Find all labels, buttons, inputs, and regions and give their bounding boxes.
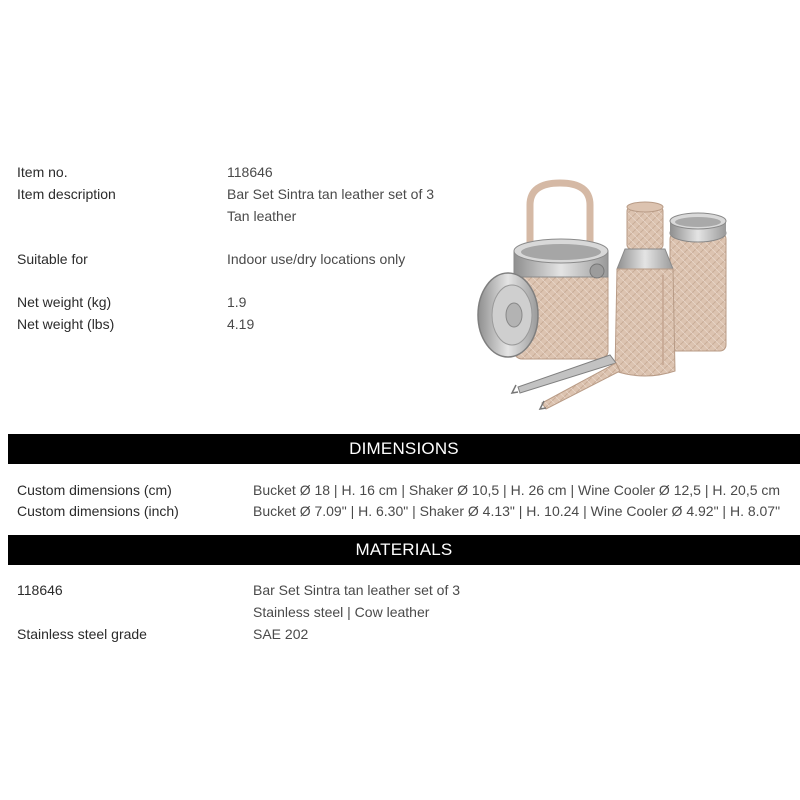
net-weight-lbs-value: 4.19 [227, 316, 255, 332]
item-no-label: Item no. [17, 164, 68, 180]
materials-heading: MATERIALS [8, 535, 800, 565]
net-weight-lbs-label: Net weight (lbs) [17, 316, 115, 332]
cocktail-shaker [615, 202, 675, 376]
net-weight-kg-value: 1.9 [227, 294, 247, 310]
suitable-for-value: Indoor use/dry locations only [227, 251, 406, 267]
net-weight-kg-label: Net weight (kg) [17, 294, 112, 310]
ice-tongs [512, 355, 620, 409]
item-description-line2: Tan leather [227, 208, 297, 224]
suitable-for-label: Suitable for [17, 251, 88, 267]
custom-dimensions-inch-value: Bucket Ø 7.09" | H. 6.30" | Shaker Ø 4.13" | H. 10.24 | Wine Cooler Ø 4.92" | H. 8.07" [253, 503, 781, 519]
custom-dimensions-cm-value: Bucket Ø 18 | H. 16 cm | Shaker Ø 10,5 | H. 26 cm | Wine Cooler Ø 12,5 | H. 20,5 cm [253, 482, 781, 498]
custom-dimensions-inch-label: Custom dimensions (inch) [17, 503, 179, 519]
wine-cooler [670, 213, 726, 351]
steel-grade-label: Stainless steel grade [17, 626, 147, 642]
materials-item-line1: Bar Set Sintra tan leather set of 3 [253, 582, 461, 598]
item-description-line1: Bar Set Sintra tan leather set of 3 [227, 186, 435, 202]
custom-dimensions-cm-label: Custom dimensions (cm) [17, 482, 172, 498]
materials-item-label: 118646 [17, 582, 63, 598]
item-no-value: 118646 [227, 164, 273, 180]
product-image [470, 175, 740, 410]
item-description-label: Item description [17, 186, 116, 202]
materials-item-line2: Stainless steel | Cow leather [253, 604, 430, 620]
bucket-lid [478, 273, 538, 357]
dimensions-heading: DIMENSIONS [8, 434, 800, 464]
steel-grade-value: SAE 202 [253, 626, 309, 642]
